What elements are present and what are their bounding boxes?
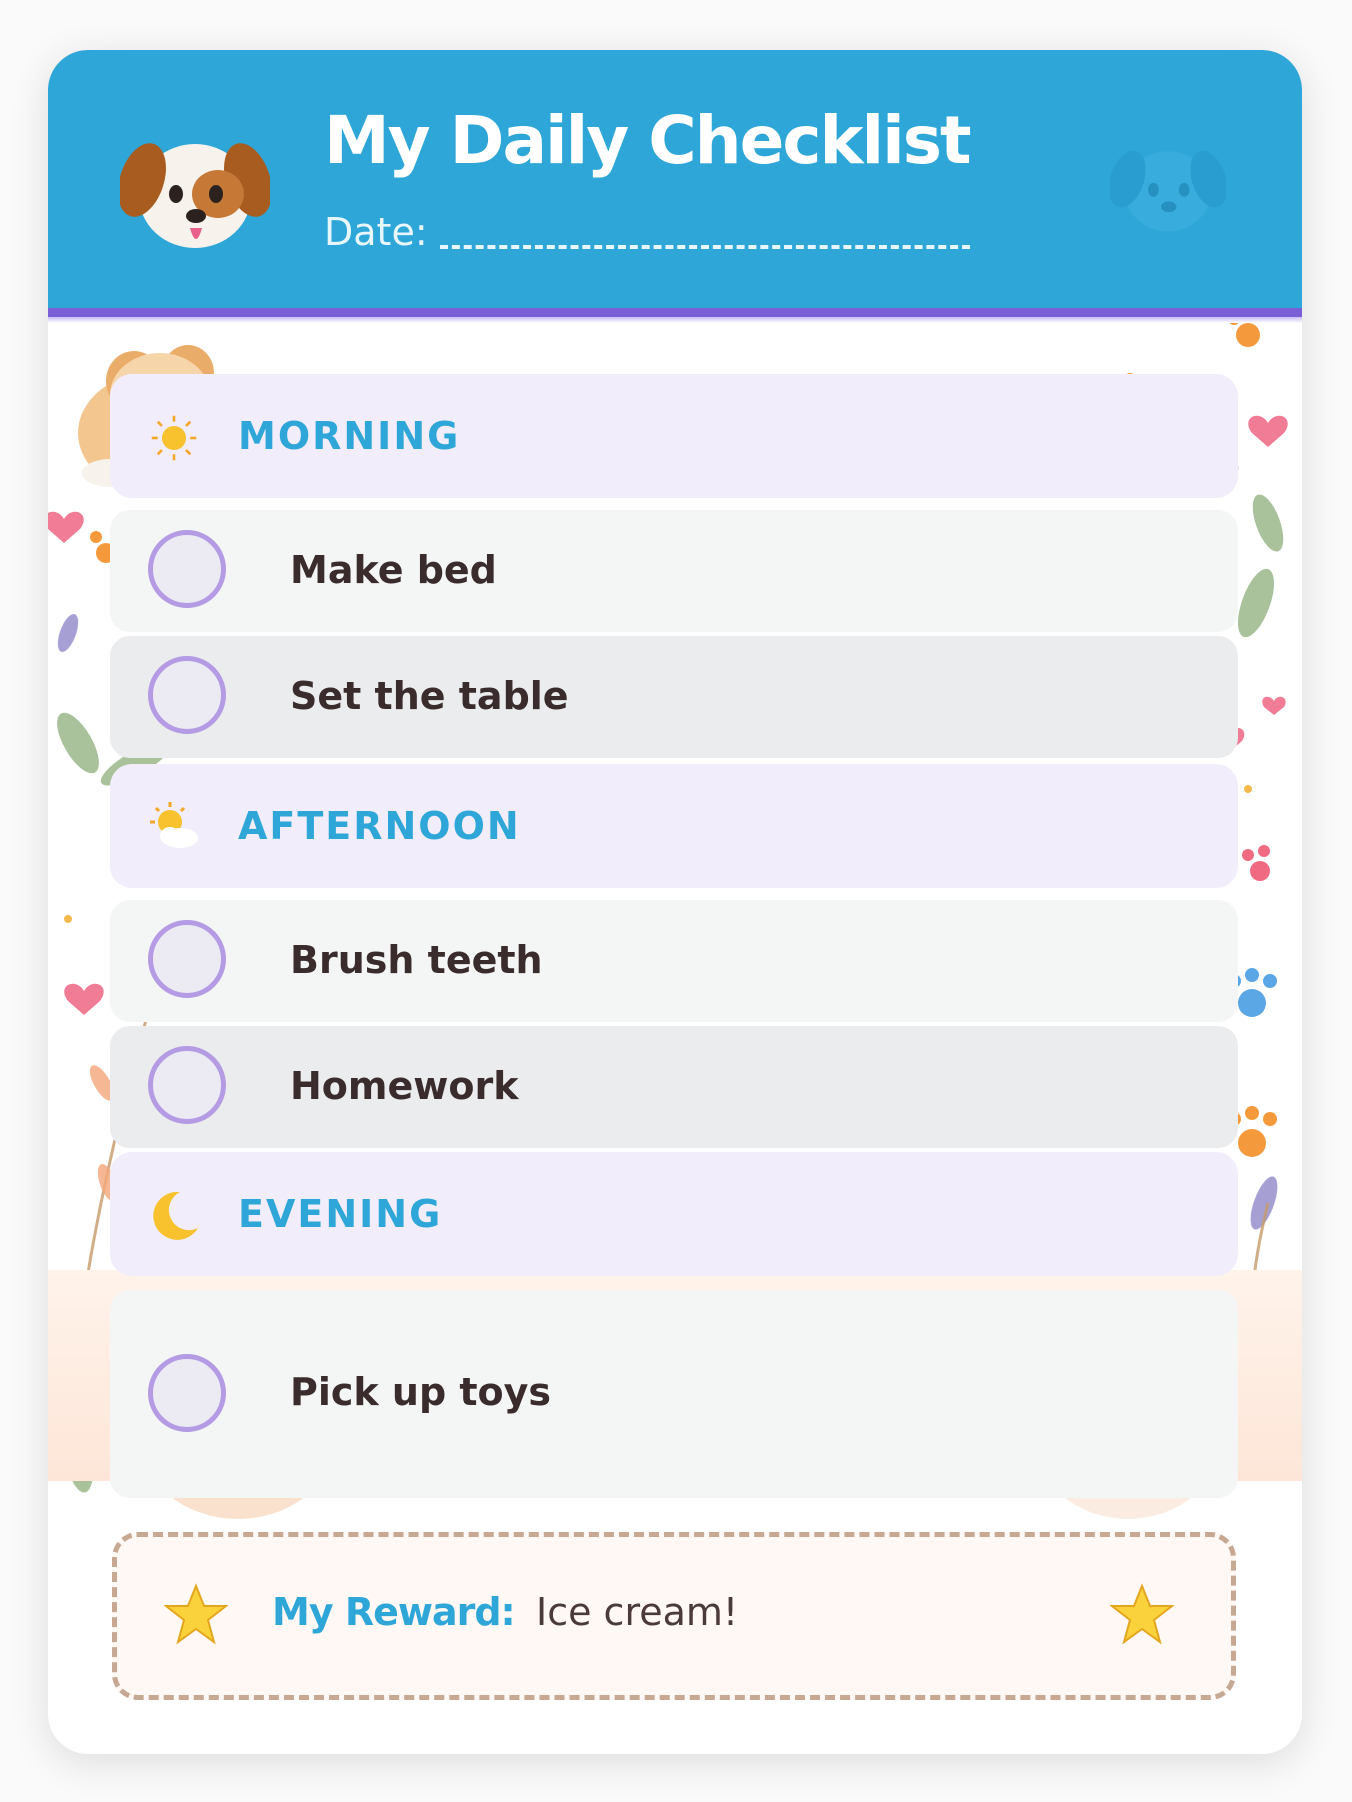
star-icon — [1110, 1582, 1174, 1646]
checkbox[interactable] — [148, 656, 226, 734]
section-title-afternoon: AFTERNOON — [238, 804, 521, 848]
task-label: Pick up toys — [290, 1370, 552, 1414]
task-homework[interactable] — [110, 1026, 1238, 1148]
reward-label: My Reward: — [272, 1590, 515, 1634]
sun-cloud-icon — [146, 800, 202, 856]
checkbox[interactable] — [148, 920, 226, 998]
task-label: Set the table — [290, 674, 569, 718]
task-label: Homework — [290, 1064, 519, 1108]
dog-face-watermark-icon — [1110, 136, 1226, 236]
checkbox[interactable] — [148, 1046, 226, 1124]
section-title-evening: EVENING — [238, 1192, 443, 1236]
checklist-card — [48, 50, 1302, 1754]
page-title: My Daily Checklist — [324, 102, 970, 179]
section-title-morning: MORNING — [238, 414, 461, 458]
checkbox[interactable] — [148, 1354, 226, 1432]
section-afternoon — [110, 764, 1238, 888]
sun-icon — [150, 414, 198, 462]
reward-value[interactable]: Ice cream! — [536, 1590, 739, 1634]
moon-icon — [146, 1188, 202, 1244]
task-make-bed[interactable] — [110, 510, 1238, 632]
task-brush-teeth[interactable] — [110, 900, 1238, 1022]
task-set-the-table[interactable] — [110, 636, 1238, 758]
section-morning — [110, 374, 1238, 498]
header-divider — [48, 308, 1302, 317]
task-pick-up-toys[interactable] — [110, 1290, 1238, 1498]
checkbox[interactable] — [148, 530, 226, 608]
task-label: Brush teeth — [290, 938, 543, 982]
date-field[interactable] — [324, 210, 970, 254]
task-label: Make bed — [290, 548, 497, 592]
date-blank-line — [440, 245, 970, 249]
section-evening — [110, 1152, 1238, 1276]
dog-face-icon — [120, 124, 270, 254]
header — [48, 50, 1302, 308]
star-icon — [164, 1582, 228, 1646]
date-label: Date: — [324, 210, 428, 254]
